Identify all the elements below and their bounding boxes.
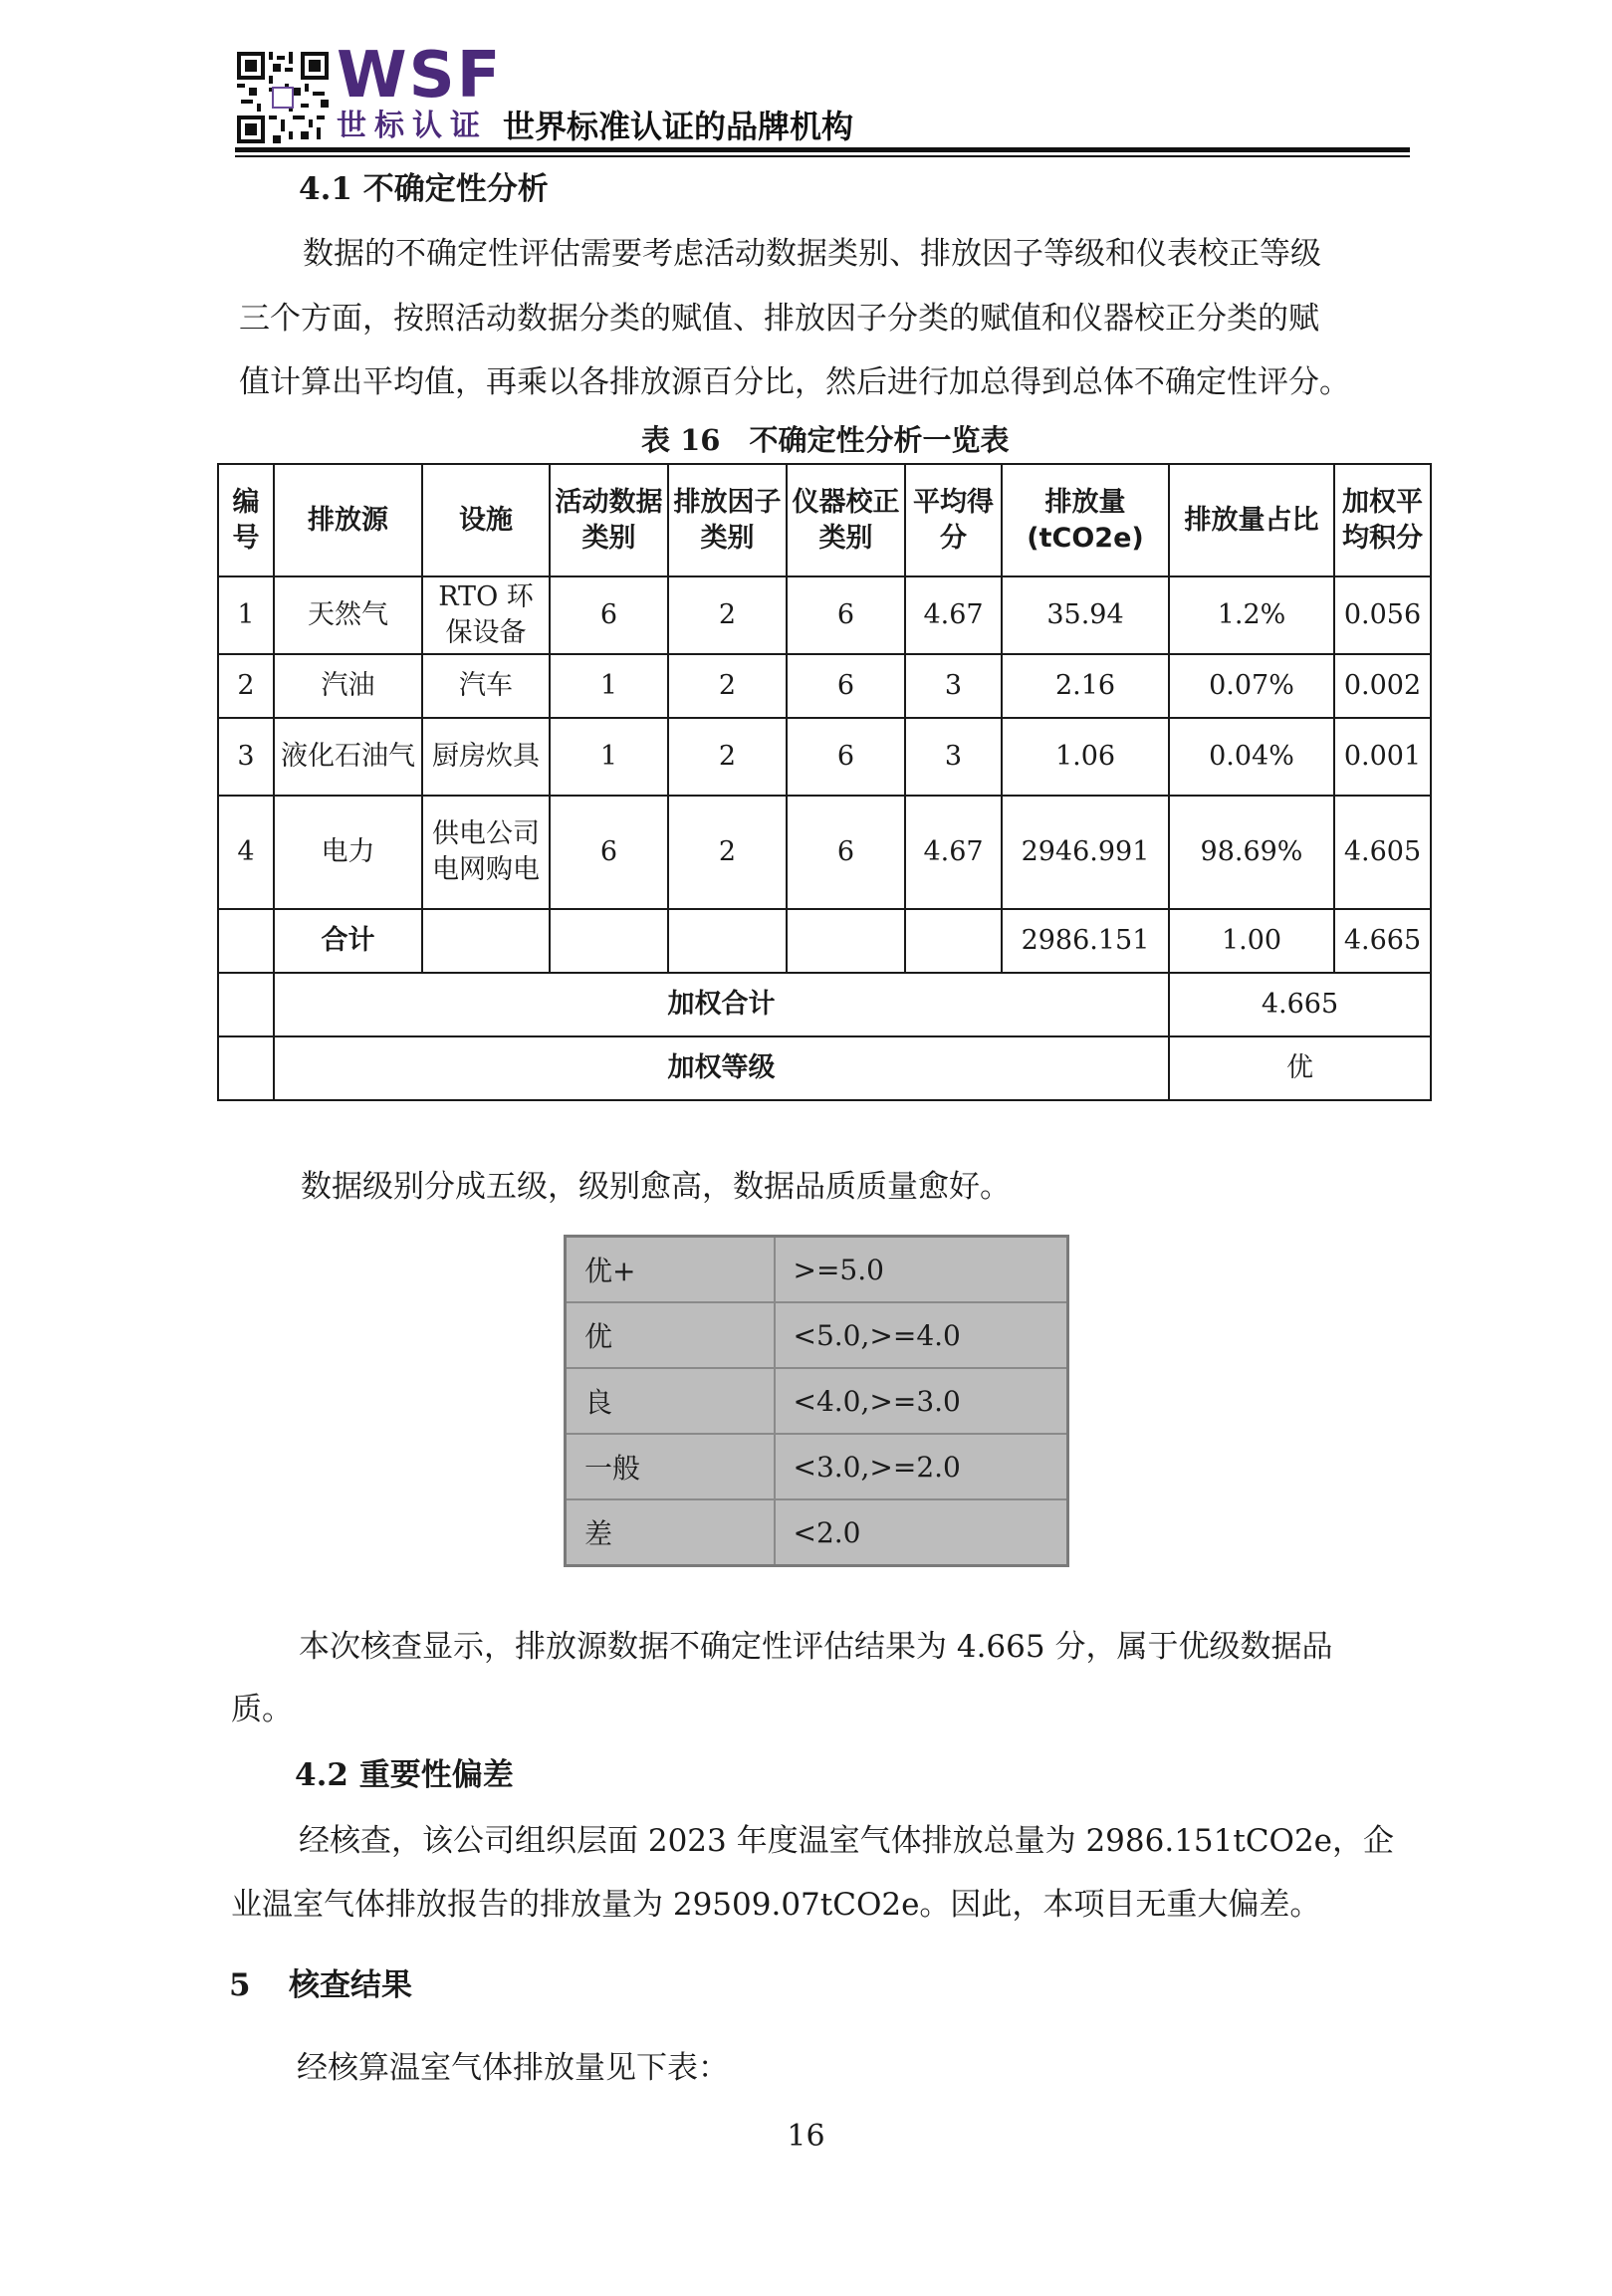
table-cell: 3 <box>905 654 1002 718</box>
section-4-2-line-1: 经核查，该公司组织层面 2023 年度温室气体排放总量为 2986.151tCO2e，企 <box>299 1823 1395 1859</box>
grade-row <box>566 1434 1068 1499</box>
table-total-row <box>218 909 1431 973</box>
table-cell: 4.67 <box>905 796 1002 909</box>
grade-row <box>566 1499 1068 1566</box>
table-cell: 2 <box>218 654 274 718</box>
table-cell: 6 <box>787 718 905 796</box>
grade-level: 良 <box>566 1368 775 1434</box>
grade-row <box>566 1237 1068 1303</box>
table-cell: 0.002 <box>1334 654 1431 718</box>
table-cell: 0.04% <box>1169 718 1334 796</box>
table-cell: 2 <box>668 576 787 654</box>
table-cell: 0.07% <box>1169 654 1334 718</box>
weighted-grade-row <box>218 1036 1431 1100</box>
page-number: 16 <box>787 2119 825 2154</box>
total-emission: 2986.151 <box>1002 909 1169 973</box>
grade-intro: 数据级别分成五级，级别愈高，数据品质质量愈好。 <box>301 1169 1011 1205</box>
weighted-total-label: 加权合计 <box>274 973 1169 1036</box>
table-cell: 2 <box>668 796 787 909</box>
grade-level: 一般 <box>566 1434 775 1499</box>
uncertainty-table <box>217 463 1432 1101</box>
table-cell-empty <box>905 909 1002 973</box>
qr-code-icon <box>237 52 329 143</box>
table-cell: 6 <box>550 796 668 909</box>
table-row <box>218 654 1431 718</box>
grade-row <box>566 1368 1068 1434</box>
table-cell: 液化石油气 <box>274 718 422 796</box>
table-cell: 2.16 <box>1002 654 1169 718</box>
table-cell: 1.06 <box>1002 718 1169 796</box>
table-cell: RTO 环保设备 <box>422 576 550 654</box>
conclusion-line-2: 质。 <box>231 1692 293 1727</box>
grade-range: <3.0,>=2.0 <box>775 1434 1068 1499</box>
header-cell: 仪器校正类别 <box>787 464 905 576</box>
table-cell-empty <box>218 909 274 973</box>
weighted-total-row <box>218 973 1431 1036</box>
grade-level: 优 <box>566 1302 775 1368</box>
table-cell-empty <box>787 909 905 973</box>
conclusion-line-1: 本次核查显示，排放源数据不确定性评估结果为 4.665 分，属于优级数据品 <box>299 1629 1333 1665</box>
grade-range: <2.0 <box>775 1499 1068 1566</box>
section-5-number: 5 <box>229 1967 251 2003</box>
section-4-1-line-1: 数据的不确定性评估需要考虑活动数据类别、排放因子等级和仪表校正等级 <box>303 236 1321 272</box>
table-cell-empty <box>550 909 668 973</box>
table-cell: 98.69% <box>1169 796 1334 909</box>
table-cell-empty <box>668 909 787 973</box>
table-cell: 0.056 <box>1334 576 1431 654</box>
table-cell: 3 <box>218 718 274 796</box>
grade-range: <4.0,>=3.0 <box>775 1368 1068 1434</box>
table-cell: 6 <box>787 796 905 909</box>
header-cell: 排放量占比 <box>1169 464 1334 576</box>
brand-logo: WSF <box>337 39 503 113</box>
header-cell: 平均得分 <box>905 464 1002 576</box>
table-cell: 汽车 <box>422 654 550 718</box>
grade-range: >=5.0 <box>775 1237 1068 1303</box>
total-ratio: 1.00 <box>1169 909 1334 973</box>
table-cell: 1 <box>218 576 274 654</box>
table-cell: 6 <box>550 576 668 654</box>
total-label: 合计 <box>274 909 422 973</box>
table-cell: 2946.991 <box>1002 796 1169 909</box>
grade-level: 差 <box>566 1499 775 1566</box>
header-slogan: 世界标准认证的品牌机构 <box>503 108 854 145</box>
header-cell: 活动数据类别 <box>550 464 668 576</box>
table-row <box>218 576 1431 654</box>
section-5-paragraph: 经核算温室气体排放量见下表： <box>297 2050 729 2086</box>
section-4-2-line-2: 业温室气体排放报告的排放量为 29509.07tCO2e。因此，本项目无重大偏差。 <box>231 1887 1321 1923</box>
table-cell: 4.605 <box>1334 796 1431 909</box>
section-4-1-line-3: 值计算出平均值，再乘以各排放源百分比，然后进行加总得到总体不确定性评分。 <box>239 364 1350 400</box>
table-cell: 1 <box>550 654 668 718</box>
weighted-total-value: 4.665 <box>1169 973 1431 1036</box>
weighted-grade-label: 加权等级 <box>274 1036 1169 1100</box>
table-row <box>218 718 1431 796</box>
header-cell: 加权平均积分 <box>1334 464 1431 576</box>
table-16-caption: 表 16 不确定性分析一览表 <box>641 423 1010 457</box>
table-cell: 1.2% <box>1169 576 1334 654</box>
table-cell: 2 <box>668 718 787 796</box>
table-cell: 天然气 <box>274 576 422 654</box>
header-divider <box>235 147 1410 152</box>
section-4-1-title: 4.1 不确定性分析 <box>299 171 549 207</box>
table-cell: 0.001 <box>1334 718 1431 796</box>
table-row <box>218 796 1431 909</box>
total-score: 4.665 <box>1334 909 1431 973</box>
grade-row <box>566 1302 1068 1368</box>
weighted-grade-value: 优 <box>1169 1036 1431 1100</box>
header-divider-thin <box>235 155 1410 157</box>
table-cell: 汽油 <box>274 654 422 718</box>
table-cell: 电力 <box>274 796 422 909</box>
table-cell: 4.67 <box>905 576 1002 654</box>
grade-level: 优+ <box>566 1237 775 1303</box>
header-cell: 排放量(tCO2e) <box>1002 464 1169 576</box>
table-cell: 6 <box>787 576 905 654</box>
table-cell: 厨房炊具 <box>422 718 550 796</box>
header-cell: 排放源 <box>274 464 422 576</box>
table-cell-empty <box>218 973 274 1036</box>
table-cell: 供电公司电网购电 <box>422 796 550 909</box>
brand-logo-cn: 世标认证 <box>337 109 488 143</box>
table-cell: 3 <box>905 718 1002 796</box>
table-cell: 35.94 <box>1002 576 1169 654</box>
header-cell: 排放因子类别 <box>668 464 787 576</box>
table-cell-empty <box>422 909 550 973</box>
section-4-1-line-2: 三个方面，按照活动数据分类的赋值、排放因子分类的赋值和仪器校正分类的赋 <box>239 301 1319 337</box>
header-cell: 设施 <box>422 464 550 576</box>
table-cell: 4 <box>218 796 274 909</box>
table-cell: 2 <box>668 654 787 718</box>
grade-table <box>564 1235 1069 1567</box>
section-4-2-title: 4.2 重要性偏差 <box>295 1757 514 1793</box>
table-cell: 6 <box>787 654 905 718</box>
table-cell-empty <box>218 1036 274 1100</box>
grade-range: <5.0,>=4.0 <box>775 1302 1068 1368</box>
table-cell: 1 <box>550 718 668 796</box>
table-header-row <box>218 464 1431 576</box>
header-cell: 编号 <box>218 464 274 576</box>
section-5-title: 核查结果 <box>289 1967 412 2003</box>
